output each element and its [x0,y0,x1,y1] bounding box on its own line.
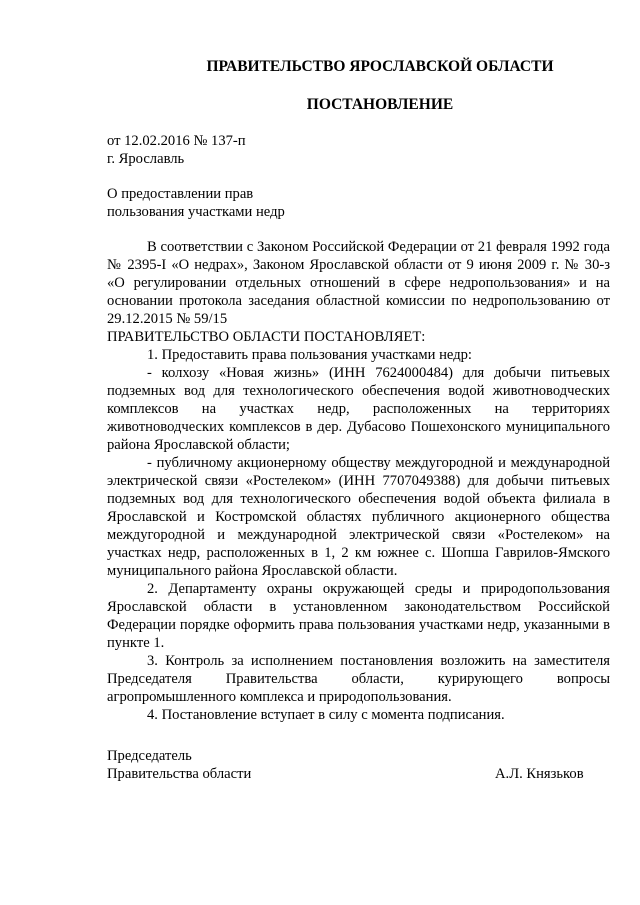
resolves-line: ПРАВИТЕЛЬСТВО ОБЛАСТИ ПОСТАНОВЛЯЕТ: [107,329,426,345]
item-1-a: - колхозу «Новая жизнь» (ИНН 7624000484) для добычи питьевых подземных вод для технологического обеспечения водой животноводческих комплексов на участках недр, расположенных на территориях животноводческих комплексов в дер. Дубасово Пошехонского муниципального района Ярославской области; [107,365,610,453]
signatory-position [107,747,251,783]
item-1: 1. Предоставить права пользования участками недр: [147,347,472,363]
date-number: от 12.02.2016 № 137-п [107,133,246,149]
item-1-b: - публичному акционерному обществу междугородной и международной электрической связи «Ростелеком» (ИНН 7707049388) для добычи питьевых подземных вод для технологического обеспечения водой объекта филиала в Ярославской и Костромской областях публичного акционерного общества междугородной и международной электрической связи «Ростелеком» на участках недр, расположенных в 1, 2 км южнее с. Шопша Гаврилов-Ямского муниципального района Ярославской области. [107,455,610,579]
preamble-paragraph: В соответствии с Законом Российской Федерации от 21 февраля 1992 года № 2395-I «О недрах», Законом Ярославской области от 9 июня 2009 г. № 30-з «О регулировании отдельных отношений в сфере недропользования» и на основании протокола заседания областной комиссии по недропользованию от 29.12.2015 № 59/15 [107,239,610,327]
document-body [107,238,610,724]
signatory-position-line-1: Председатель [107,748,192,764]
item-4: 4. Постановление вступает в силу с момента подписания. [147,707,505,723]
item-3: 3. Контроль за исполнением постановления возложить на заместителя Председателя Правительства области, курирующего вопросы агропромышленного комплекса и природопользования. [107,653,610,705]
subject-line-1: О предоставлении прав [107,186,254,202]
signatory-position-line-2: Правительства области [107,766,252,782]
item-2: 2. Департаменту охраны окружающей среды и природопользования Ярославской области в установленном законодательством Российской Федерации порядке оформить права пользования участками недр, указанными в пункте 1. [107,581,610,651]
government-title: ПРАВИТЕЛЬСТВО ЯРОСЛАВСКОЙ ОБЛАСТИ [206,58,554,75]
signatory-name: А.Л. Князьков [495,766,584,782]
city: г. Ярославль [107,151,185,167]
subject-line-2: пользования участками недр [107,204,285,220]
document-type-title: ПОСТАНОВЛЕНИЕ [306,96,454,113]
